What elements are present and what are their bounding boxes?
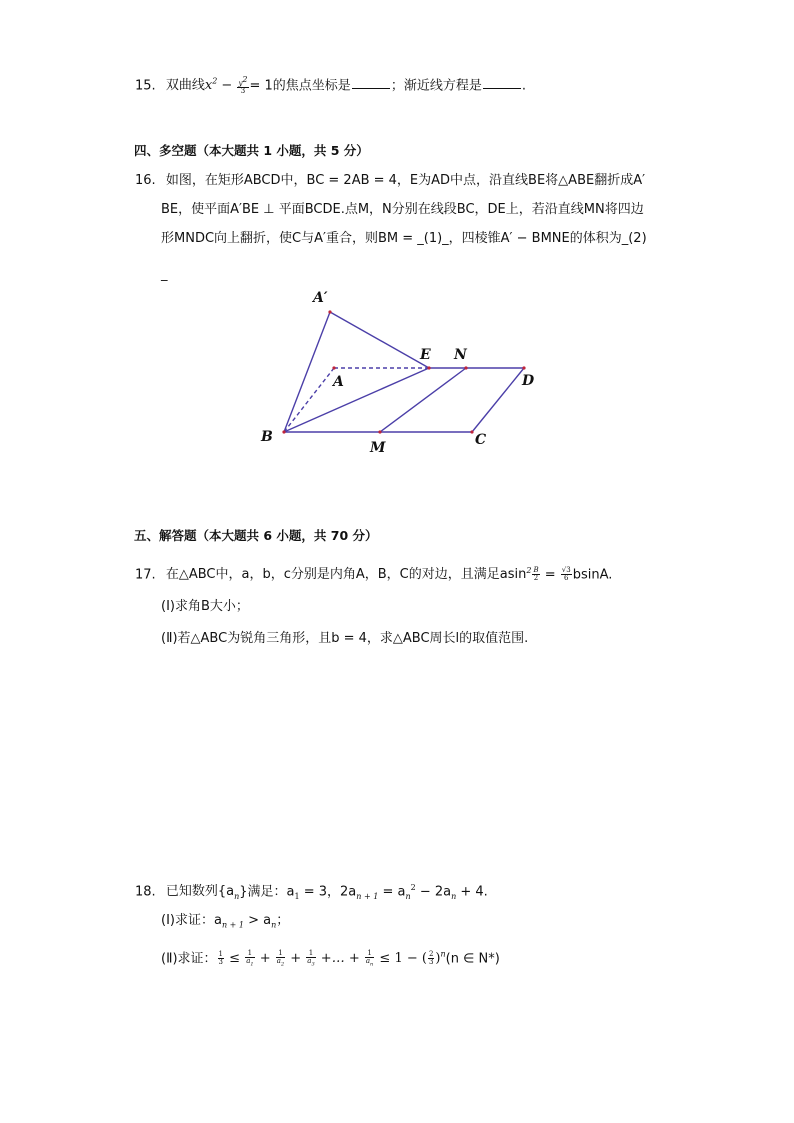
question-number: 15. <box>135 78 156 94</box>
point-d <box>522 366 525 369</box>
geometry-figure <box>250 285 550 460</box>
question-18-stem-end: + 4. <box>460 884 488 900</box>
question-18-stem-eq2: = a <box>382 884 406 900</box>
question-number: 16. <box>135 173 156 188</box>
question-17-part-1: (Ⅰ)求角B大小； <box>161 599 249 614</box>
question-16-line-2: BE，使平面A′BE ⊥ 平面BCDE.点M，N分别在线段BC，DE上，若沿直线MN将四边 <box>161 202 644 217</box>
edge-b-e <box>284 368 429 432</box>
question-18-part-2-prefix: (Ⅱ)求证： <box>161 951 217 967</box>
question-18-part-1-end: ； <box>276 913 290 928</box>
label-c: C <box>475 432 487 448</box>
point-n <box>464 366 467 369</box>
question-stem-equation-tail: = 1的焦点坐标是 <box>249 78 351 94</box>
question-16-line-3: 形MNDC向上翻折，使C与A′重合，则BM = _(1)_，四棱锥A′ − BMNE的体积为_(2) <box>161 231 647 246</box>
label-a: A <box>333 374 344 390</box>
question-16-line-1 <box>135 172 645 190</box>
question-18-part-2-tail: (n ∈ N*) <box>445 951 500 967</box>
question-17: 17. 在△ABC中，a，b，c分别是内角A，B，C的对边，且满足asin$^2$ $\frac{B}{2}$ = $\frac{√3}{6}$ bsinA. <box>135 566 613 583</box>
question-number: 18. <box>135 884 156 900</box>
label-b: B <box>261 429 273 445</box>
point-m <box>378 430 381 433</box>
question-18-part-1-mid: > a <box>248 913 272 928</box>
question-18-stem-eq: = 3，2a <box>303 884 357 900</box>
question-stem-end: . <box>521 78 526 94</box>
section-5-heading: 五、解答题（本大题共 6 小题，共 70 分） <box>134 528 378 543</box>
question-18-part-1: (Ⅰ)求证：$a_{n + 1} > a_n$； <box>161 913 290 930</box>
question-18-stem-mid: }满足：a <box>239 884 295 900</box>
question-17-part-2: (Ⅱ)若△ABC为锐角三角形，且b = 4，求△ABC周长l的取值范围. <box>161 631 529 646</box>
edge-aprime-e <box>330 312 429 368</box>
label-aprime: A′ <box>313 290 328 306</box>
label-e: E <box>420 347 431 363</box>
question-number: 17. <box>135 567 156 583</box>
label-d: D <box>522 373 535 389</box>
edge-m-n <box>380 368 466 432</box>
question-stem-middle: ；渐近线方程是 <box>390 78 482 94</box>
dashed-edge-a-b <box>284 368 334 432</box>
point-a <box>332 366 335 369</box>
fraction-b-over-2: $\frac{B}{2}$ <box>533 566 539 583</box>
question-17-stem: 在△ABC中，a，b，c分别是内角A，B，C的对边，且满足asin <box>165 567 527 583</box>
question-18-part-1-prefix: (Ⅰ)求证：a <box>161 913 222 928</box>
hyperbola-equation: $x^2$ − $\frac{y^2}{3}$ <box>204 75 248 96</box>
answer-blank-2 <box>483 77 521 89</box>
inequality-sign: ≤ <box>229 951 241 967</box>
point-c <box>470 430 473 433</box>
answer-blank-1 <box>352 77 390 89</box>
question-16-line-4: _ <box>161 267 168 282</box>
question-18: 18. 已知数列$\{a_n\}$满足：$a_1 = 3$，$2a_{n + 1} = a_n^2 - 2a_n + 4$. <box>135 883 488 901</box>
label-n: N <box>454 347 467 363</box>
edge-d-c <box>472 368 524 432</box>
point-aprime <box>328 310 331 313</box>
question-15 <box>135 73 526 95</box>
section-4-heading: 四、多空题（本大题共 1 小题，共 5 分） <box>134 143 369 158</box>
question-16-text-1: 如图，在矩形ABCD中，BC = 2AB = 4，E为AD中点，沿直线BE将△ABE翻折成A′ <box>165 173 646 188</box>
question-18-stem-prefix: 已知数列{a <box>165 884 235 900</box>
inequality-expression: $\frac{1}{3}$ ≤ $\frac{1}{a_1}$ + $\frac{1}{a_2}$ + $\frac{1}{a_3}$ +… + $\frac{1}{a_n}$ ≤ 1 − ( $\frac{2}{3}$ )$^n$ <box>218 948 446 968</box>
question-17-stem-tail: bsinA. <box>572 567 613 583</box>
question-18-stem-tail: − 2a <box>419 884 452 900</box>
label-m: M <box>370 440 386 456</box>
point-e <box>427 366 430 369</box>
point-b <box>282 430 285 433</box>
fraction-sqrt3-over-6: $\frac{√3}{6}$ <box>561 566 571 583</box>
question-18-part-2 <box>161 946 500 968</box>
power-2: 2 <box>526 566 532 575</box>
question-stem-prefix: 双曲线 <box>165 78 205 94</box>
